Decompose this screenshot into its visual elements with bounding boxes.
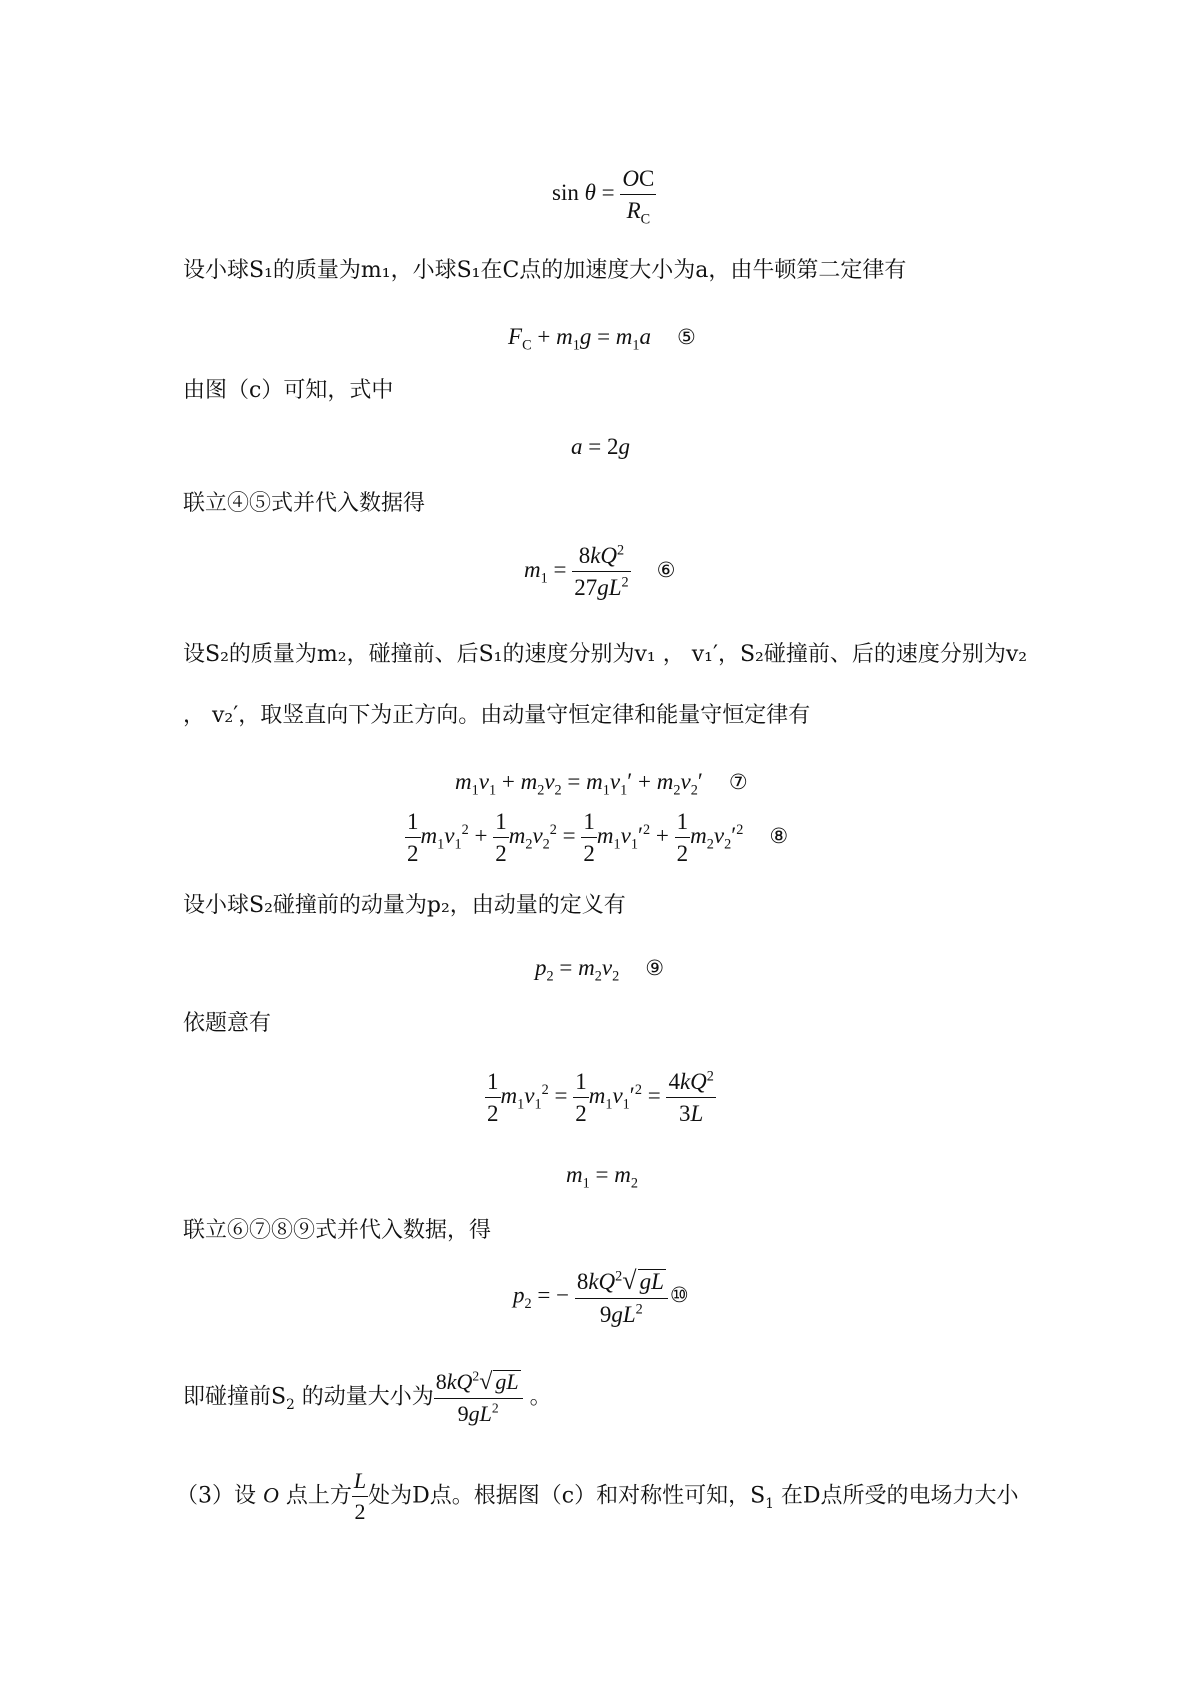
equation-number-8: ⑧	[769, 823, 789, 848]
equation-number-6: ⑥	[656, 557, 676, 582]
equation-sin-theta: sin θ = $\frac{OC}{R_C}$	[552, 166, 655, 228]
paragraph-1: 设小球S₁的质量为m₁，小球S₁在C点的加速度大小为a，由牛顿第二定律有	[183, 258, 907, 283]
paragraph-9: （3）设 O 点上方 $\frac{L}{2}$ 处为D点。根据图（c）和对称性可知，$S_1$ 在D点所受的电场力大小	[176, 1468, 1019, 1524]
equation-6: $m_1$ = $\frac{8kQ^2}{27gL^2}$ ⑥	[524, 542, 676, 600]
equation-number-7: ⑦	[728, 770, 748, 794]
paragraph-7: 联立⑥⑦⑧⑨式并代入数据，得	[183, 1218, 492, 1243]
equation-mass-equal: $m_1 = m_2$	[566, 1162, 638, 1192]
paragraph-8: 即碰撞前$S_2$ 的动量大小为 $\frac{8kQ^2√ gL}{9gL^2}$ 。	[183, 1368, 552, 1426]
equation-5: $F_C + m_1g = m_1a$ ⑤	[508, 324, 696, 354]
equation-9: $p_2 = m_2v_2$ ⑨	[535, 955, 665, 985]
paragraph-3: 联立④⑤式并代入数据得	[183, 491, 426, 516]
equation-10: $p_2$ = − $\frac{8kQ^2√ gL}{9gL^2}$ ⑩	[513, 1266, 689, 1327]
equation-number-10: ⑩	[669, 1283, 689, 1308]
paragraph-4b: ， v₂′，取竖直向下为正方向。由动量守恒定律和能量守恒定律有	[183, 703, 811, 728]
equation-8: $\frac{1}{2}$ $m_1v_1^2$ + $\frac{1}{2}$ $m_2v_2^2$ = $\frac{1}{2}$ $m_1v_1'^2$ + $\frac{1}{2}$ $m_2v_2'^2$ ⑧	[407, 809, 789, 866]
paragraph-6: 依题意有	[183, 1011, 272, 1036]
paragraph-5: 设小球S₂碰撞前的动量为p₂，由动量的定义有	[183, 893, 626, 918]
equation-7: $m_1v_1 + m_2v_2 = m_1v_1' + m_2v_2'$ ⑦	[455, 769, 748, 799]
paragraph-2: 由图（c）可知，式中	[183, 378, 394, 403]
paragraph-4a: 设S₂的质量为m₂，碰撞前、后S₁的速度分别为v₁ ， v₁′，S₂碰撞前、后的速度分别为v₂	[183, 642, 1028, 667]
equation-a: a = 2g	[571, 434, 630, 459]
equation-number-9: ⑨	[645, 956, 665, 980]
equation-condition: $\frac{1}{2}$ $m_1v_1^2$ = $\frac{1}{2}$ $m_1v_1'^2$ = $\frac{4kQ^2}{3L}$	[487, 1068, 714, 1126]
equation-number-5: ⑤	[677, 325, 696, 349]
